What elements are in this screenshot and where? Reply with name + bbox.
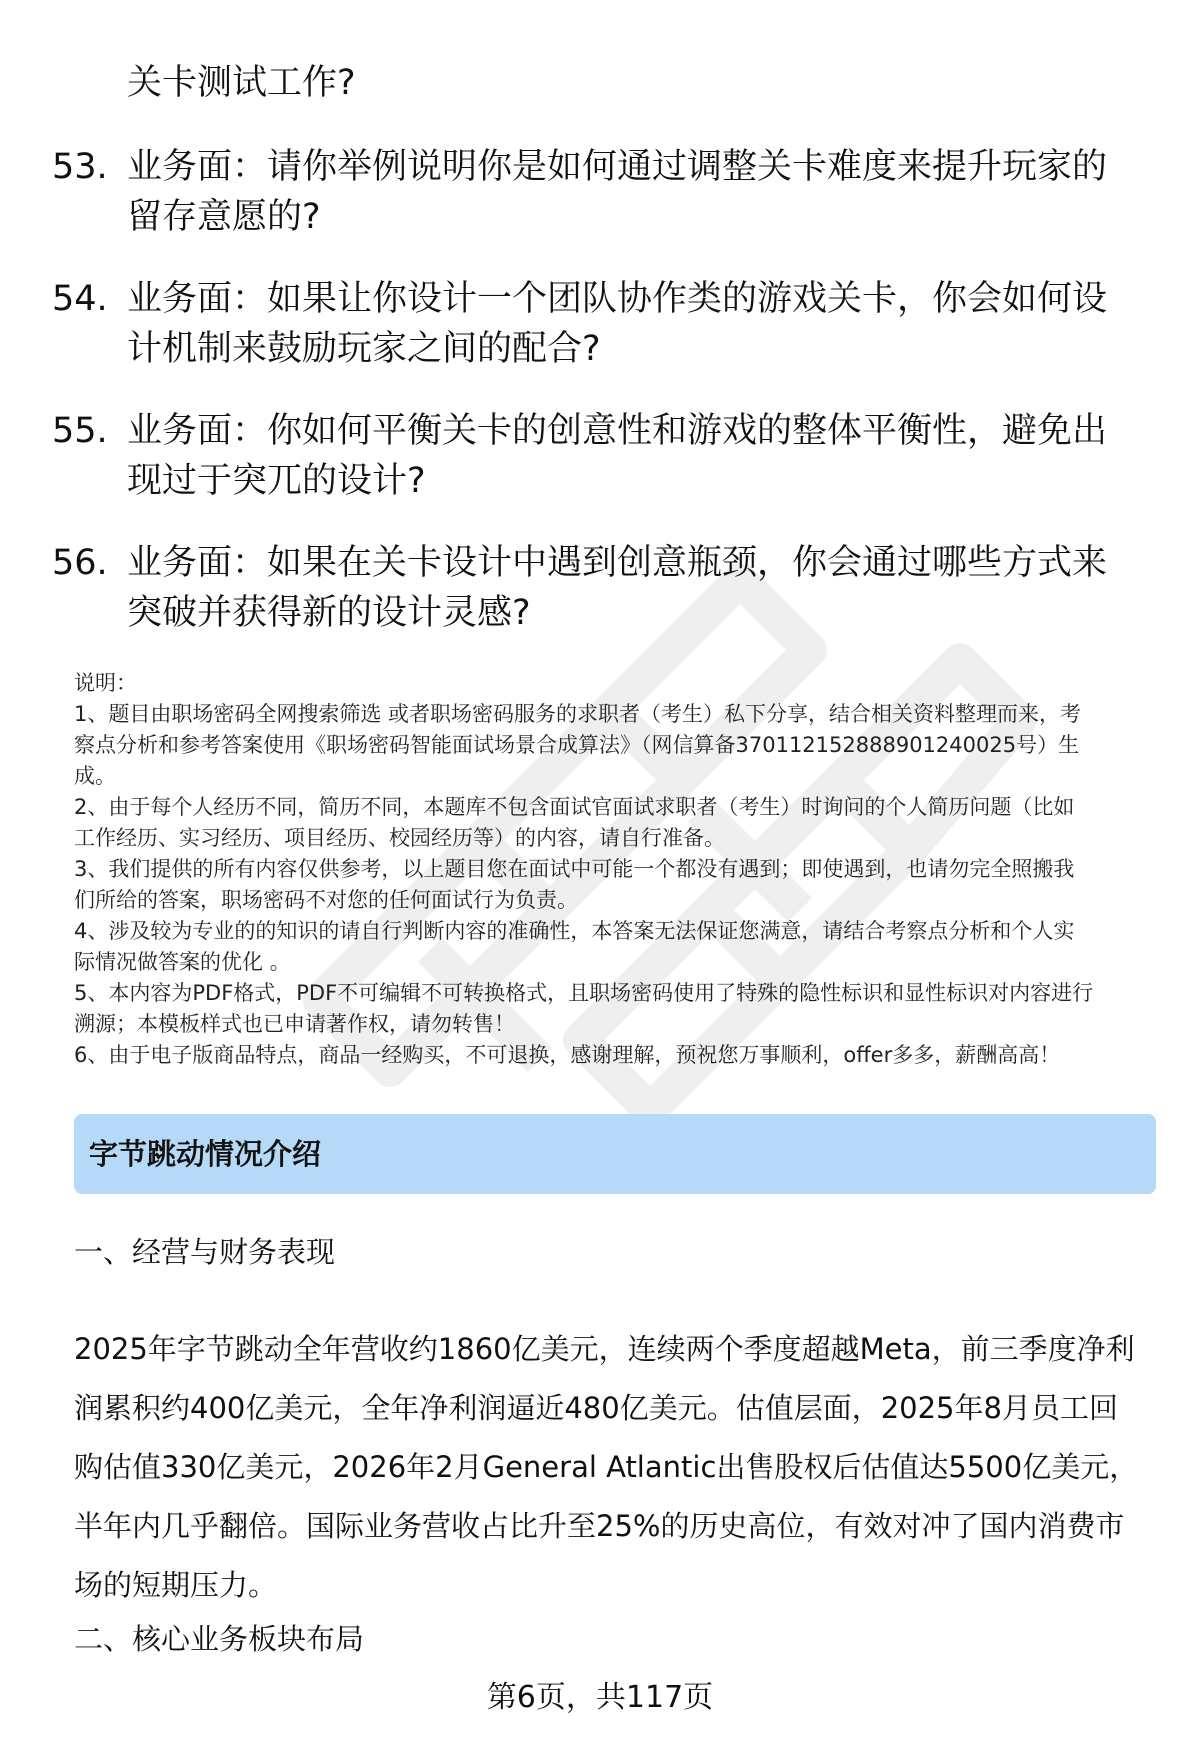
question-item-55 bbox=[52, 406, 1152, 506]
question-number: 56. bbox=[52, 543, 108, 583]
section-paragraph bbox=[74, 1320, 1164, 1615]
question-line: 计机制来鼓励玩家之间的配合? bbox=[127, 329, 601, 369]
question-line: 业务面：如果让你设计一个团队协作类的游戏关卡，你会如何设 bbox=[127, 279, 1108, 319]
question-line: 现过于突兀的设计? bbox=[127, 461, 426, 501]
question-text bbox=[127, 406, 1157, 506]
section-header-bar bbox=[74, 1114, 1156, 1194]
question-text bbox=[127, 142, 1157, 242]
notes-line: 察点分析和参考答案使用《职场密码智能面试场景合成算法》（网信算备370112152888901240025号）生 bbox=[74, 733, 1080, 757]
page-footer: 第6页，共117页 bbox=[486, 1680, 714, 1715]
notes-line: 6、由于电子版商品特点，商品一经购买，不可退换，感谢理解，预祝您万事顺利，offer多多，薪酬高高！ bbox=[74, 1043, 1061, 1067]
question-line: 留存意愿的? bbox=[127, 197, 321, 237]
question-line: 突破并获得新的设计灵感? bbox=[127, 593, 531, 633]
question-list bbox=[52, 58, 1152, 670]
section-heading-2: 二、核心业务板块布局 bbox=[74, 1622, 365, 1656]
notes-line: 3、我们提供的所有内容仅供参考，以上题目您在面试中可能一个都没有遇到；即使遇到，也请勿完全照搬我 bbox=[74, 857, 1075, 881]
question-item-56 bbox=[52, 538, 1152, 638]
question-number: 53. bbox=[52, 147, 108, 187]
paragraph-line: 购估值330亿美元，2026年2月General Atlantic出售股权后估值达5500亿美元， bbox=[74, 1450, 1139, 1484]
question-continuation: 关卡测试工作? bbox=[127, 63, 356, 103]
paragraph-line: 场的短期压力。 bbox=[74, 1568, 278, 1602]
notes-line: 4、涉及较为专业的的知识的请自行判断内容的准确性，本答案无法保证您满意，请结合考察点分析和个人实 bbox=[74, 919, 1075, 943]
question-item-54 bbox=[52, 274, 1152, 374]
question-text bbox=[127, 274, 1157, 374]
notes-line: 际情况做答案的优化 。 bbox=[74, 950, 291, 974]
question-item-53 bbox=[52, 142, 1152, 242]
notes-line: 成。 bbox=[74, 764, 116, 788]
notes-line: 们所给的答案，职场密码不对您的任何面试行为负责。 bbox=[74, 888, 578, 912]
question-line: 业务面：你如何平衡关卡的创意性和游戏的整体平衡性，避免出 bbox=[127, 411, 1108, 451]
question-number: 54. bbox=[52, 279, 108, 319]
notes-line: 5、本内容为PDF格式，PDF不可编辑不可转换格式，且职场密码使用了特殊的隐性标识和显性标识对内容进行 bbox=[74, 981, 1094, 1005]
paragraph-line: 润累积约400亿美元，全年净利润逼近480亿美元。估值层面，2025年8月员工回 bbox=[74, 1391, 1118, 1425]
paragraph-line: 半年内几乎翻倍。国际业务营收占比升至25%的历史高位，有效对冲了国内消费市 bbox=[74, 1509, 1125, 1543]
section-title: 字节跳动情况介绍 bbox=[89, 1137, 322, 1171]
notes-line: 1、题目由职场密码全网搜索筛选 或者职场密码服务的求职者（考生）私下分享，结合相关资料整理而来，考 bbox=[74, 702, 1082, 726]
notes-line: 溯源；本模板样式也已申请著作权，请勿转售！ bbox=[74, 1012, 515, 1036]
section-heading-1: 一、经营与财务表现 bbox=[74, 1235, 336, 1269]
notes-block bbox=[74, 668, 1164, 1071]
question-text bbox=[127, 538, 1157, 638]
question-number: 55. bbox=[52, 411, 108, 451]
question-line: 业务面：如果在关卡设计中遇到创意瓶颈，你会通过哪些方式来 bbox=[127, 543, 1108, 583]
notes-line: 工作经历、实习经历、项目经历、校园经历等）的内容，请自行准备。 bbox=[74, 826, 725, 850]
notes-line: 2、由于每个人经历不同，简历不同，本题库不包含面试官面试求职者（考生）时询问的个人简历问题（比如 bbox=[74, 795, 1075, 819]
notes-line: 说明： bbox=[74, 671, 137, 695]
question-line: 业务面：请你举例说明你是如何通过调整关卡难度来提升玩家的 bbox=[127, 147, 1108, 187]
paragraph-line: 2025年字节跳动全年营收约1860亿美元，连续两个季度超越Meta，前三季度净利 bbox=[74, 1332, 1135, 1366]
